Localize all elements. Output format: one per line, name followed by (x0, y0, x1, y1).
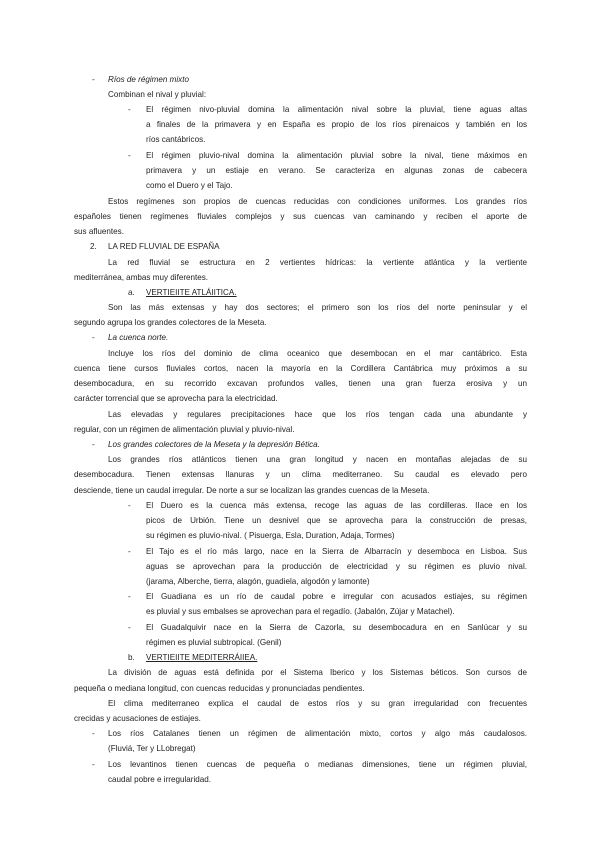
bullet-dash: - (92, 440, 95, 449)
text-line: cuenca tiene cursos fluviales cortos, nacen la mayoría en la Cordillera Cantábrica muy próximos a su (74, 364, 527, 373)
text-line: Los grandes ríos atlánticos tienen una gran longitud y nacen en montañas alejadas de su (108, 455, 527, 464)
bullet-dash: - (128, 105, 131, 114)
text-line: pequeña o mediana longitud, con cuencas reducidas y pronunciadas pendientes. (74, 684, 365, 693)
section-heading: LA RED FLUVIAL DE ESPAÑA (108, 242, 220, 251)
bullet-dash: - (128, 501, 131, 510)
text-line: El Guadalquivir nace en la Sierra de Cazorla, su desembocadura en en Sanlúcar y su (146, 623, 527, 632)
text-line: su régimen es pluvio-nival. ( Pisuerga, Esla, Duration, Adaja, Tormes) (146, 531, 395, 540)
text-line: regular, con un régimen de alimentación pluvial y pluvio-nival. (74, 425, 295, 434)
text-line: Los ríos Catalanes tienen un régimen de alimentación mixto, cortos y algo más caudalosos. (108, 729, 527, 738)
text-line: ríos cantábricos. (146, 135, 206, 144)
text-line: La división de aguas está definida por el Sistema Iberico y los Sistemas béticos. Son cursos de (108, 668, 527, 677)
text-line: El clima mediterraneo explica el caudal de estos ríos y su gran irregularidad con frecuentes (108, 699, 527, 708)
text-line: El Tajo es el río más largo, nace en la Sierra de Albarracín y desemboca en Lisboa. Sus (146, 547, 527, 556)
bullet-dash: - (128, 547, 131, 556)
bullet-dash: - (92, 760, 95, 769)
text-line: es pluvial y sus embalses se aprovechan para el regadío. (Jabalón, Zújar y Matachel). (146, 607, 455, 616)
section-number: 2. (90, 242, 97, 251)
bullet-dash: - (128, 592, 131, 601)
text-line: caudal pobre e irregularidad. (108, 775, 212, 784)
text-line: La red fluvial se estructura en 2 vertientes hídricas: la vertiente atlántica y la vertiente (108, 258, 527, 267)
text-line: aguas se aprovechan para la producción de electricidad y su régimen es pluvio nival. (146, 562, 527, 571)
subsection-letter: b. (128, 653, 135, 662)
text-line: desembocadura. Tienen extensas llanuras y un clima mediterraneo. Su caudal es elevado pero (74, 470, 527, 479)
text-line: Las elevadas y regulares precipitaciones hace que los ríos tengan cada una abundante y (108, 410, 527, 419)
text-line: Combinan el nival y pluvial: (108, 90, 207, 99)
text-line: picos de Urbión. Tiene un desnivel que se aprovecha para la construcción de presas, (146, 516, 527, 525)
text-line: desciende, tiene un caudal irregular. De norte a sur se localizan las grandes cuencas de la Meseta. (74, 486, 430, 495)
text-line: Estos regímenes son propios de cuencas reducidas con condiciones uniformes. Los grandes ríos (108, 197, 527, 206)
bullet-dash: - (128, 151, 131, 160)
text-line: carácter torrencial que se aprovecha para la electricidad. (74, 394, 278, 403)
text-line: mediterránea, ambas muy diferentes. (74, 273, 209, 282)
text-line: El Guadiana es un río de caudal pobre e irregular con acusados estiajes, su régimen (146, 592, 527, 601)
text-line: Los levantinos tienen cuencas de pequeña o medianas dimensiones, tiene un régimen pluvial, (108, 760, 527, 769)
subheading: Ríos de régimen mixto (108, 75, 189, 84)
text-line: régimen es pluvial subtropical. (Genil) (146, 638, 282, 647)
bullet-dash: - (92, 75, 95, 84)
bullet-dash: - (92, 333, 95, 342)
text-line: como el Duero y el Tajo. (146, 181, 233, 190)
subsection-heading: VERTIEIITE MEDITERRÁIIEA. (146, 653, 258, 662)
text-line: Incluye los ríos del dominio de clima oceanico que desembocan en el mar cantábrico. Esta (108, 349, 527, 358)
text-line: El régimen pluvio-nival domina la alimentación pluvial sobre la nival, tiene máximos en (146, 151, 527, 160)
text-line: (jarama, Alberche, tierra, alagón, guadiela, algodón y lamonte) (146, 577, 370, 586)
bullet-dash: - (128, 623, 131, 632)
text-line: El régimen nivo-pluvial domina la alimentación nival sobre la pluvial, tiene aguas altas (146, 105, 527, 114)
subsection-letter: a. (128, 288, 135, 297)
text-line: a finales de la primavera y en España es propio de los ríos pirenaicos y también en los (146, 120, 527, 129)
subheading: Los grandes colectores de la Meseta y la depresión Bética. (108, 440, 320, 449)
text-line: sus afluentes. (74, 227, 124, 236)
text-line: desembocadura, en su recorrido excavan profundos valles, tienen una gran fuerza erosiva y un (74, 379, 527, 388)
text-line: segundo agrupa los grandes colectores de la Meseta. (74, 318, 267, 327)
text-line: españoles tienen regímenes fluviales complejos y sus cuencas van caminando y reciben el aporte de (74, 212, 527, 221)
subheading: La cuenca norte. (108, 333, 169, 342)
text-line: (Fluviá, Ter y LLobregat) (108, 744, 196, 753)
text-line: primavera y un estiaje en verano. Se caracteriza en algunas zonas de cabecera (146, 166, 527, 175)
subsection-heading: VERTIEIITE ATLÁIITICA. (146, 288, 237, 297)
text-line: crecidas y acusaciones de estiajes. (74, 714, 201, 723)
text-line: Son las más extensas y hay dos sectores; el primero son los ríos del norte peninsular y el (108, 303, 527, 312)
bullet-dash: - (92, 729, 95, 738)
text-line: El Duero es la cuenca más extensa, recoge las aguas de las cordilleras. IIace en los (146, 501, 527, 510)
